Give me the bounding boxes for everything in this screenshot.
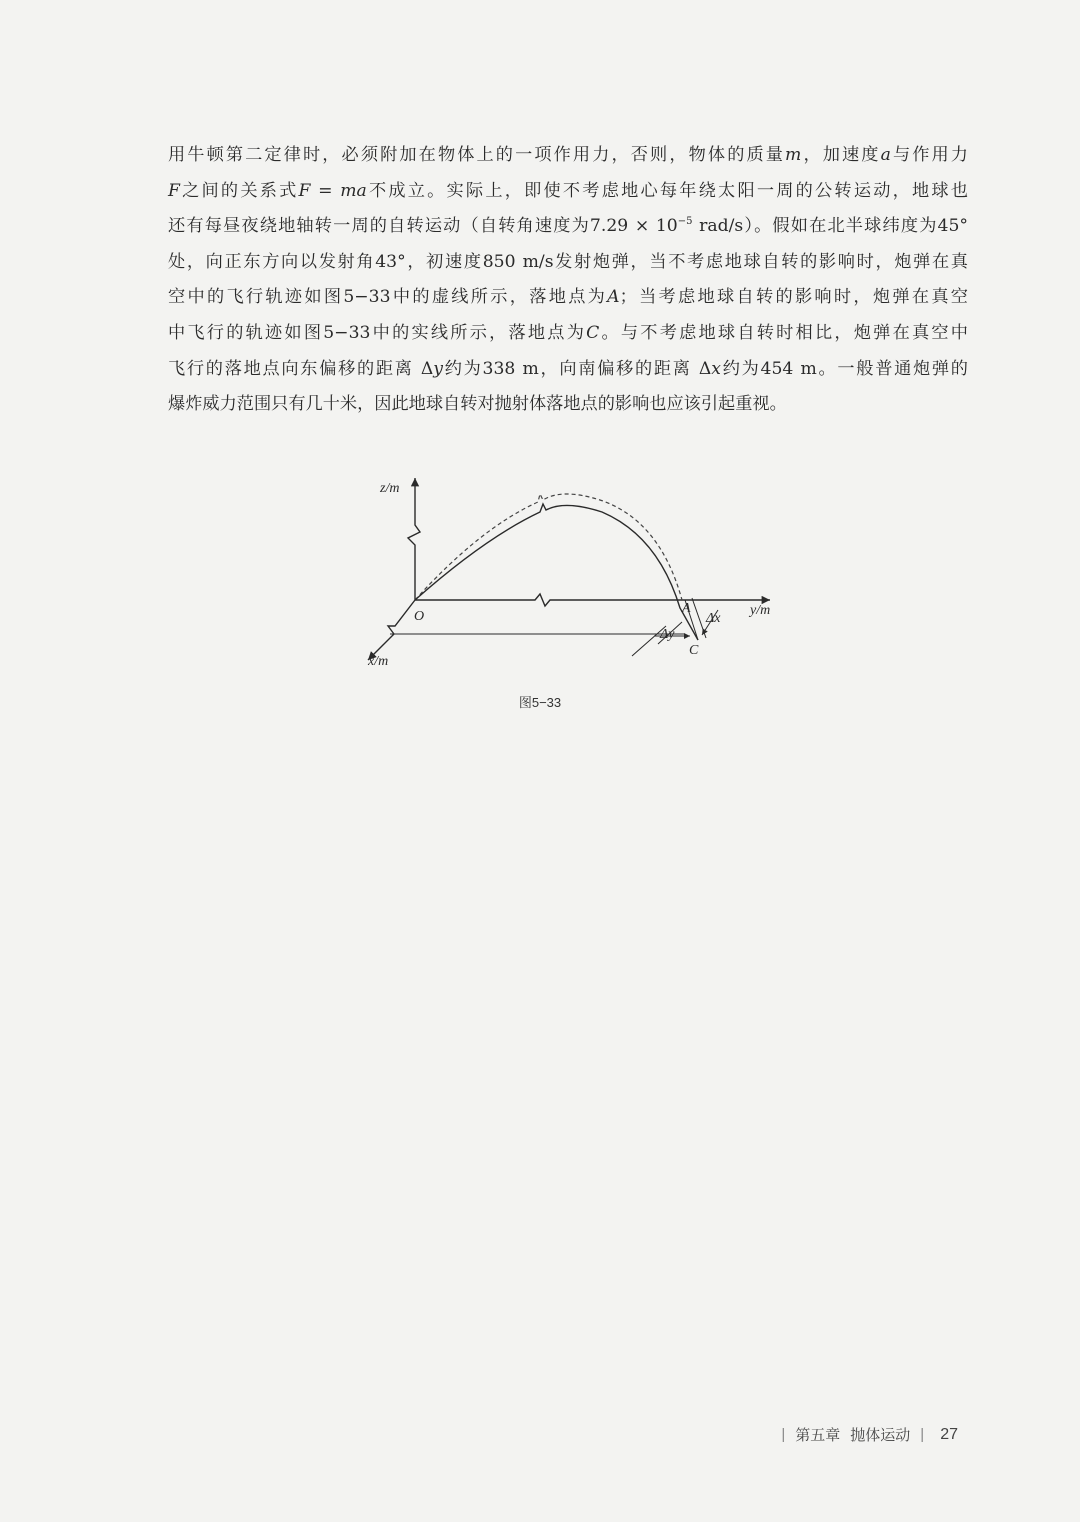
trajectory-figure <box>340 460 800 690</box>
z-axis-label: z/m <box>380 481 400 496</box>
footer-section: 抛体运动 <box>850 1427 911 1444</box>
point-c-label: C <box>689 643 699 658</box>
origin-label: O <box>414 609 425 624</box>
footer-chapter: 第五章 <box>795 1427 841 1444</box>
point-a-label: A <box>682 601 691 616</box>
y-axis-label: y/m <box>750 603 771 618</box>
delta-y-ticks <box>632 622 682 656</box>
z-axis <box>408 478 420 600</box>
footer-divider-2: | <box>920 1426 925 1443</box>
x-axis <box>368 600 415 660</box>
page-number: 27 <box>940 1425 958 1443</box>
paragraph-line-6: 中飞行的轨迹如图5−33中的实线所示，落地点为C。与不考虑地球自转时相比，炮弹在真空中 <box>168 322 968 343</box>
y-axis <box>415 594 770 606</box>
paragraph-line-1: 用牛顿第二定律时，必须附加在物体上的一项作用力，否则，物体的质量m，加速度a与作用力 <box>168 145 968 165</box>
page-footer <box>781 1424 958 1445</box>
paragraph-line-4: 处，向正东方向以发射角43°，初速度850 m/s发射炮弹，当不考虑地球自转的影响时，炮弹在真 <box>168 251 968 272</box>
delta-y-label: Δy <box>660 627 675 642</box>
paragraph-line-2: F之间的关系式F = ma不成立。实际上，即使不考虑地心每年绕太阳一周的公转运动，地球也 <box>168 180 968 201</box>
delta-x-label: Δx <box>706 611 721 626</box>
paragraph-line-8: 爆炸威力范围只有几十米，因此地球自转对抛射体落地点的影响也应该引起重视。 <box>168 394 787 415</box>
solid-trajectory <box>415 504 698 640</box>
paragraph-line-7: 飞行的落地点向东偏移的距离 Δy约为338 m，向南偏移的距离 Δx约为454 m。一般普通炮弹的 <box>168 358 968 379</box>
paragraph-line-3: 还有每昼夜绕地轴转一周的自转运动（自转角速度为$7.29 \times 10^{-5}$ rad/s）。假如在北半球纬度为45° <box>168 216 968 237</box>
footer-divider: | <box>781 1426 786 1443</box>
figure-caption: 图5−33 <box>518 695 562 710</box>
x-axis-label: x/m <box>368 654 389 669</box>
paragraph-line-5: 空中的飞行轨迹如图5−33中的虚线所示，落地点为A；当考虑地球自转的影响时，炮弹在真空 <box>168 287 968 308</box>
dashed-trajectory <box>415 494 682 600</box>
trajectory-diagram <box>340 460 800 690</box>
body-text <box>168 138 968 423</box>
